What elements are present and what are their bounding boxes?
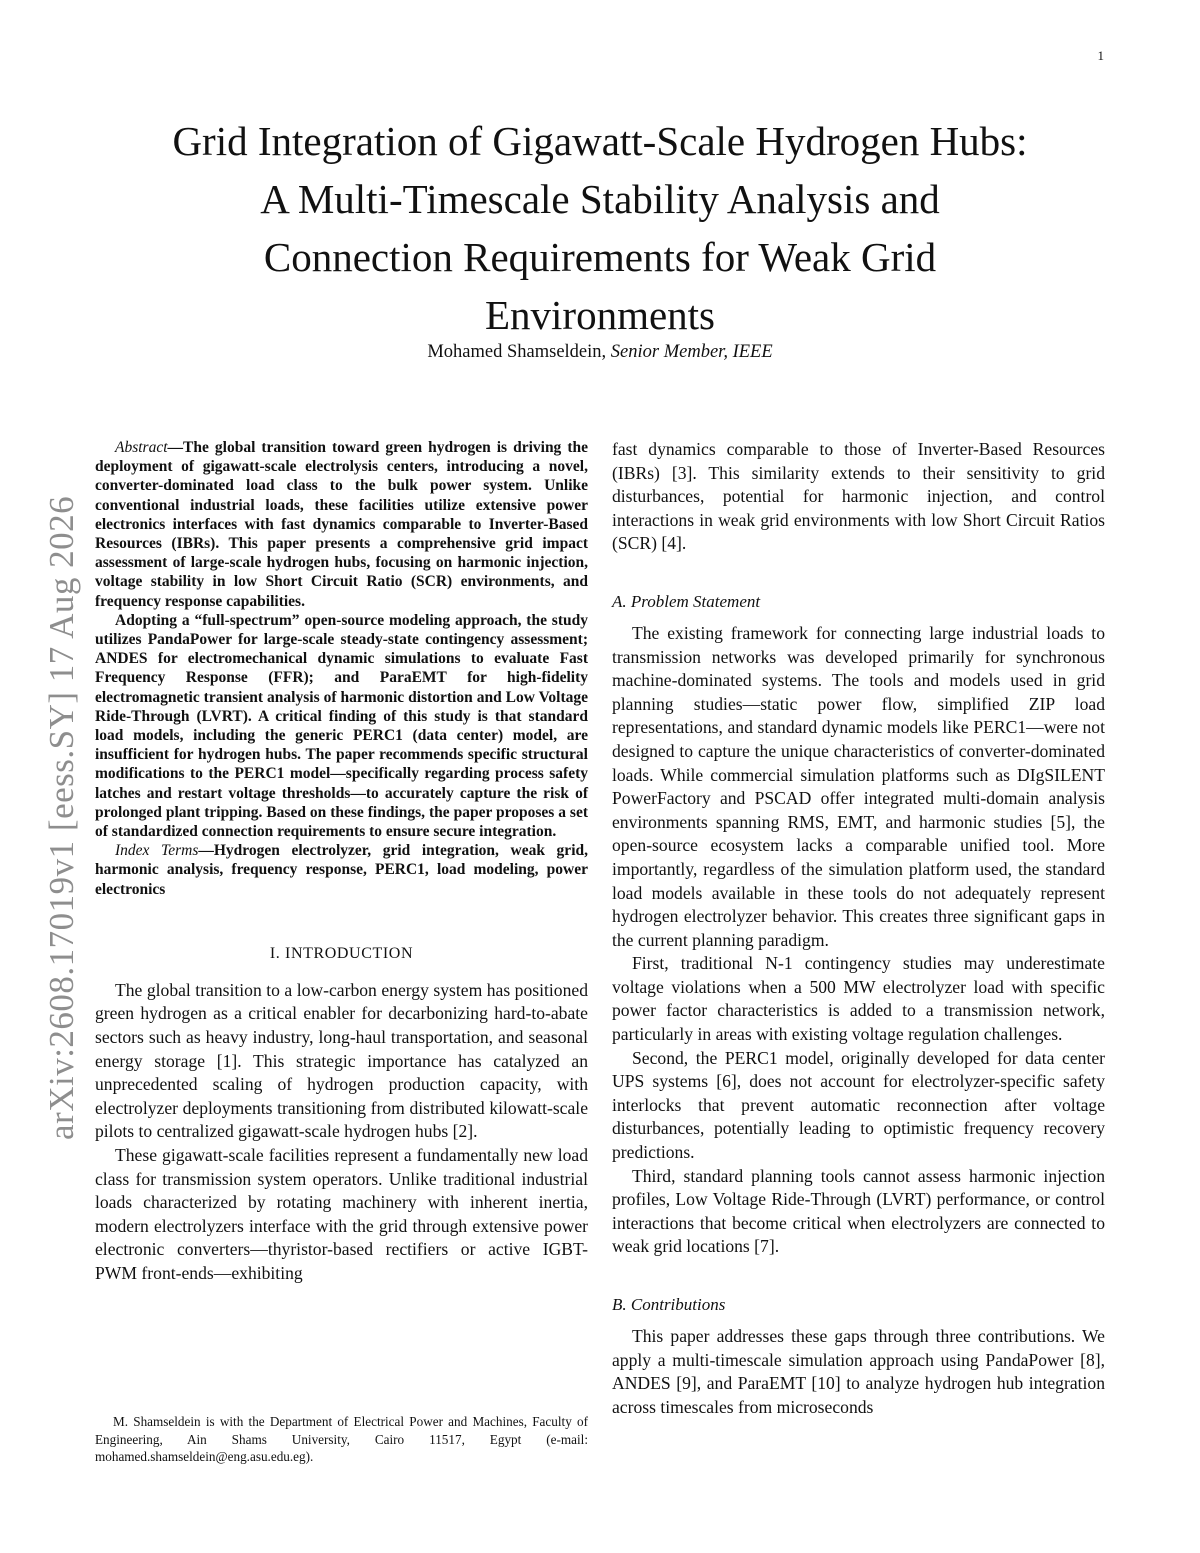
section-heading-introduction — [95, 945, 588, 963]
abstract-paragraph — [95, 438, 588, 611]
introduction-body-continued — [612, 438, 1105, 556]
right-column — [612, 438, 1105, 1419]
body-paragraph: Second, the PERC1 model, originally developed for data center UPS systems [6], does not account for electrolyzer-specific safety interlocks that prevent automatic reconnection after voltage disturbances, potentially leading to optimistic frequency recovery predictions. — [612, 1047, 1105, 1163]
title-line: Connection Requirements for Weak Grid — [263, 234, 937, 280]
body-paragraph: Third, standard planning tools cannot assess harmonic injection profiles, Low Voltage Ride-Through (LVRT) performance, or control interactions that become critical when electrolyzers are connected to weak grid locations [7]. — [612, 1165, 1105, 1257]
title-line: Grid Integration of Gigawatt-Scale Hydrogen Hubs: — [172, 118, 1028, 164]
body-paragraph: This paper addresses these gaps through three contributions. We apply a multi-timescale simulation approach using PandaPower [8], ANDES [9], and ParaEMT [10] to analyze hydrogen hub integration across timescales from microseconds — [612, 1326, 1105, 1417]
introduction-body — [95, 979, 588, 1286]
abstract-paragraph: Adopting a “full-spectrum” open-source modeling approach, the study utilizes PandaPower for large-scale steady-state contingency assessment; ANDES for electromechanical dynamic simulations to evaluate Fast Frequency Response (FFR); and ParaEMT for high-fidelity electromagnetic transient analysis of harmonic distortion and Low Voltage Ride-Through (LVRT). A critical finding of this study is that standard load models, including the generic PERC1 (data center) model, are insufficient for hydrogen hubs. The paper recommends specific structural modifications to the PERC1 model—specifically regarding process safety latches and restart voltage thresholds—to accurately capture the risk of prolonged plant tripping. Based on these findings, the paper proposes a set of standardized connection requirements to ensure secure integration. — [95, 611, 588, 841]
contributions-body — [612, 1325, 1105, 1419]
abstract — [95, 438, 588, 899]
title-line: Environments — [484, 292, 716, 338]
body-paragraph: First, traditional N-1 contingency studies may underestimate voltage violations when a 500 MW electrolyzer load with specific power factor characteristics is added to a transmission network, particularly in areas with existing voltage regulation challenges. — [612, 953, 1105, 1045]
body-paragraph: The existing framework for connecting large industrial loads to transmission networks was developed primarily for synchronous machine-dominated systems. The tools and models used in grid planning studies—static power flow, simplified ZIP load representations, and standard dynamic models like PERC1—were not designed to capture the unique characteristics of converter-dominated loads. While commercial simulation platforms such as DIgSILENT PowerFactory and PSCAD offer integrated multi-domain analysis environments spanning RMS, EMT, and harmonic studies [5], the open-source ecosystem lacks a comparable unified tool. More importantly, regardless of the simulation platform used, the standard load models available in these tools do not adequately represent hydrogen electrolyzer behavior. This creates three significant gaps in the current planning paradigm. — [612, 622, 1105, 950]
abstract-text: —The global transition toward green hydrogen is driving the deployment of gigawatt-scale electrolysis centers, introducing a novel, converter-dominated load class to the bulk power system. Unlike conventional industrial loads, these facilities utilize extensive power electronics interfaces with fast dynamics comparable to Inverter-Based Resources (IBRs). This paper presents a comprehensive grid impact assessment of large-scale hydrogen hubs, focusing on harmonic injection, voltage stability in low Short Circuit Ratio (SCR) environments, and frequency response capabilities. — [95, 439, 588, 610]
subsection-heading-problem-statement: A. Problem Statement — [612, 591, 761, 611]
paper-title — [80, 112, 1120, 344]
author-footnote — [95, 1413, 588, 1466]
body-paragraph: These gigawatt-scale facilities represent a fundamentally new load class for transmission system operators. Unlike traditional industrial loads characterized by rotating machinery with inherent inertia, modern electrolyzers interface with the grid through extensive power electronic converters—thyristor-based rectifiers or active IGBT-PWM front-ends—exhibiting — [95, 1145, 588, 1283]
index-terms-text: —Hydrogen electrolyzer, grid integration, weak grid, harmonic analysis, frequency response, PERC1, load modeling, power electronics — [95, 842, 588, 898]
author-line — [0, 342, 1200, 363]
body-paragraph: The global transition to a low-carbon energy system has positioned green hydrogen as a critical enabler for decarbonizing hard-to-abate sectors such as heavy industry, long-haul transportation, and seasonal energy storage [1]. This strategic importance has catalyzed an unprecedented scaling of hydrogen production capacity, with electrolyzer deployments transitioning from distributed kilowatt-scale pilots to centralized gigawatt-scale hydrogen hubs [2]. — [95, 979, 588, 1142]
left-column — [95, 438, 588, 1286]
body-paragraph: fast dynamics comparable to those of Inverter-Based Resources (IBRs) [3]. This similarity extends to their sensitivity to grid disturbances, potential for harmonic injection, and control interactions in weak grid environments with low Short Circuit Ratios (SCR) [4]. — [612, 439, 1105, 554]
index-terms — [95, 841, 588, 899]
section-title-rest: NTRODUCTION — [290, 944, 414, 962]
page-number: 1 — [1097, 48, 1104, 63]
section-title-initial: I — [285, 944, 291, 962]
title-line: A Multi-Timescale Stability Analysis and — [260, 176, 940, 222]
author-name: Mohamed Shamseldein, — [427, 342, 607, 362]
section-number: I. — [269, 944, 286, 962]
problem-statement-body — [612, 622, 1105, 1259]
subsection-heading-contributions: B. Contributions — [612, 1295, 726, 1314]
arxiv-identifier: arXiv:2608.17019v1 [eess.SY] 17 Aug 2026 — [42, 495, 81, 1140]
index-terms-label: Index Terms — [115, 842, 199, 860]
author-role: Senior Member, IEEE — [610, 342, 773, 362]
footnote-text: M. Shamseldein is with the Department of Electrical Power and Machines, Faculty of Engineering, Ain Shams University, Cairo 11517, Egypt (e-mail: mohamed.shamseldein@eng.asu.edu.eg). — [95, 1414, 588, 1464]
abstract-label: Abstract — [115, 439, 168, 456]
